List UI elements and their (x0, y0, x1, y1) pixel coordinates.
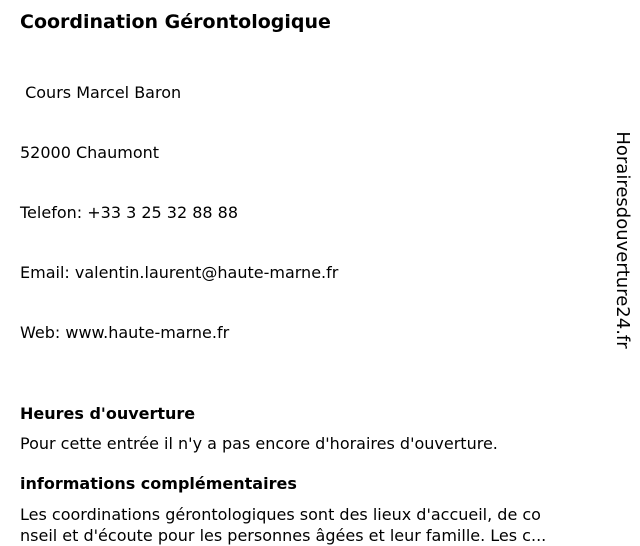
info-text-line-2: nseil et d'écoute pour les personnes âgées et leur famille. Les c... (20, 526, 547, 545)
contact-block (20, 43, 600, 383)
hours-heading: Heures d'ouverture (20, 404, 196, 423)
address-street: Cours Marcel Baron (20, 83, 182, 102)
page-title: Coordination Gérontologique (20, 11, 331, 33)
email-line[interactable]: Email: valentin.laurent@haute-marne.fr (20, 263, 339, 282)
hours-text: Pour cette entrée il n'y a pas encore d'horaires d'ouverture. (20, 434, 498, 453)
entry-card (20, 10, 600, 546)
site-watermark: Horairesdouverture24.fr (612, 131, 633, 349)
web-line[interactable]: Web: www.haute-marne.fr (20, 323, 230, 342)
info-text (20, 504, 595, 546)
info-text-line-1: Les coordinations gérontologiques sont des lieux d'accueil, de co (20, 505, 541, 524)
address-city: 52000 Chaumont (20, 143, 160, 162)
phone-line[interactable]: Telefon: +33 3 25 32 88 88 (20, 203, 239, 222)
info-heading: informations complémentaires (20, 474, 297, 493)
